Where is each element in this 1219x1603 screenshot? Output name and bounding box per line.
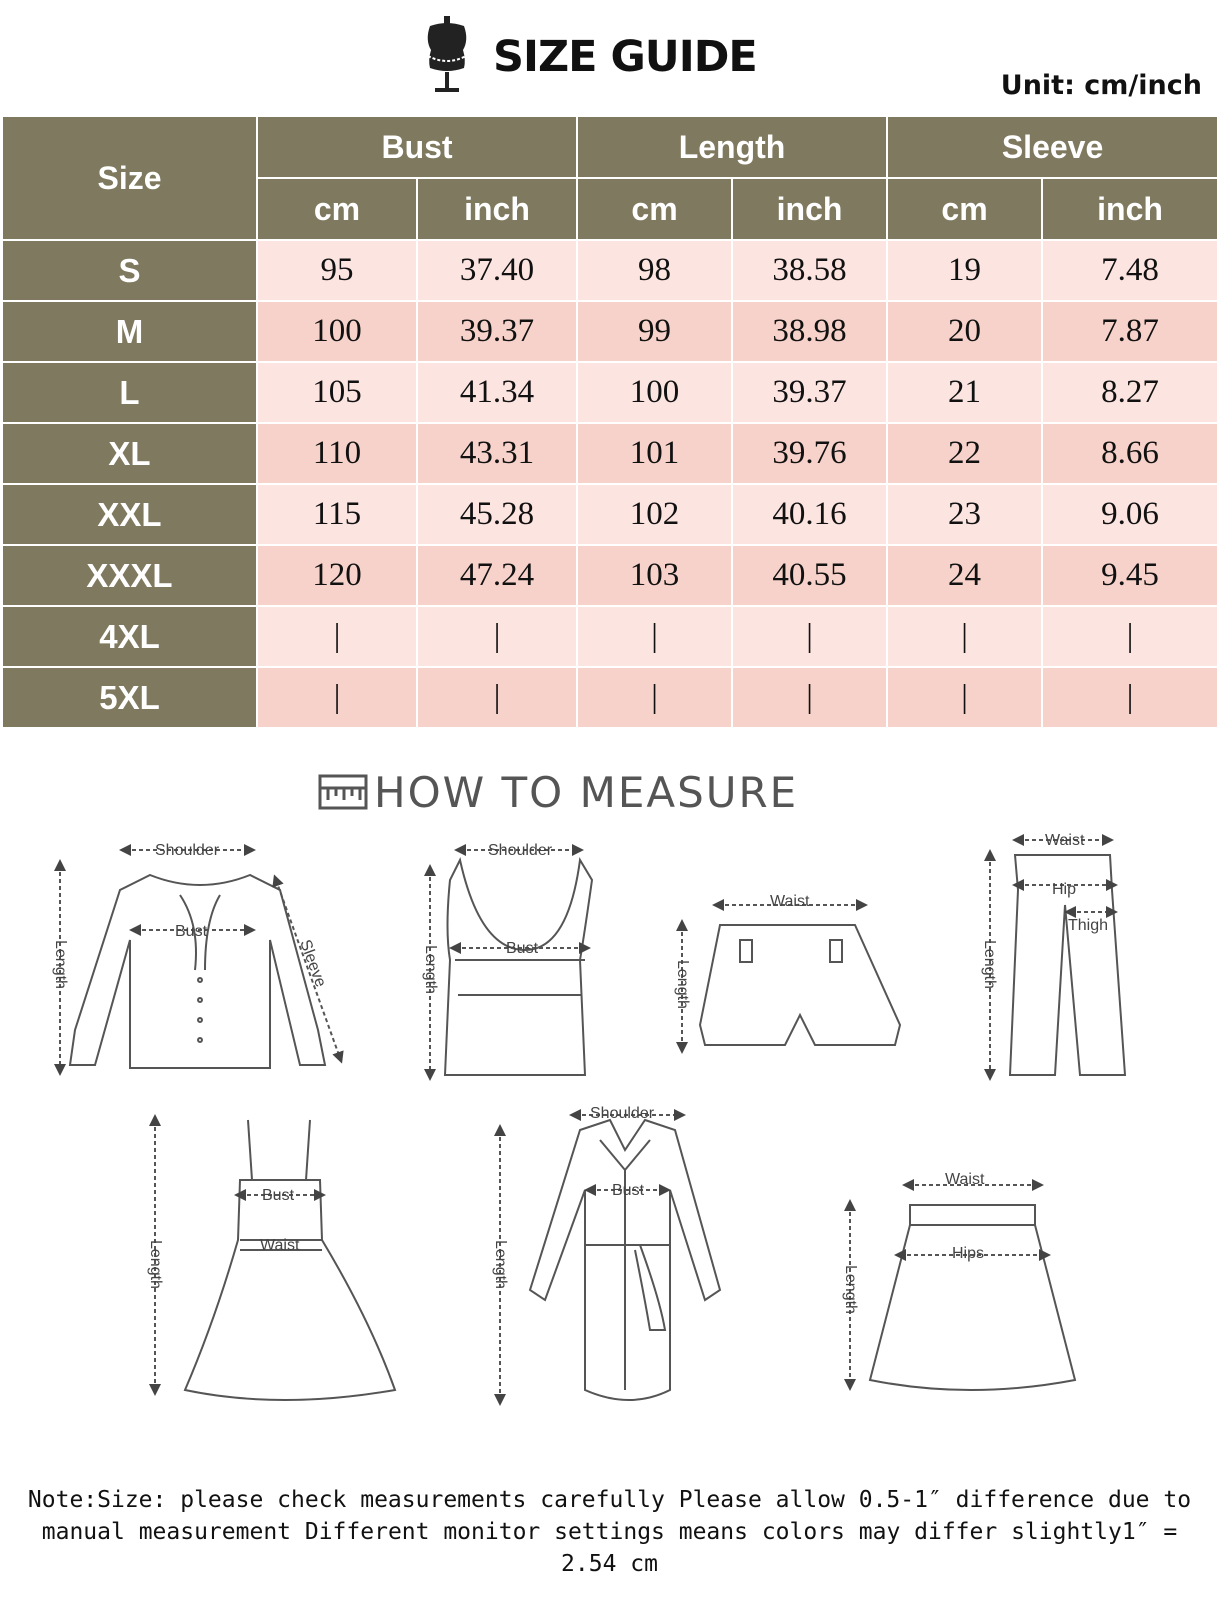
value-cell: 8.27 [1042, 362, 1218, 423]
value-cell: 9.45 [1042, 545, 1218, 606]
table-row [2, 240, 1218, 301]
value-cell: 105 [257, 362, 417, 423]
size-cell: 5XL [2, 667, 257, 728]
tank-top-diagram [430, 850, 592, 1075]
dress-diagram [155, 1120, 395, 1400]
value-cell: | [257, 606, 417, 667]
label-length: Length [492, 1240, 509, 1289]
pants-diagram [990, 840, 1125, 1075]
unit-header: cm [257, 178, 417, 240]
value-cell: 22 [887, 423, 1042, 484]
value-cell: 24 [887, 545, 1042, 606]
value-cell: 21 [887, 362, 1042, 423]
size-cell: L [2, 362, 257, 423]
table-row [2, 484, 1218, 545]
table-row [2, 667, 1218, 728]
label-shoulder: Shoulder [590, 1105, 655, 1122]
measurement-diagrams [0, 830, 1219, 1430]
value-cell: 9.06 [1042, 484, 1218, 545]
value-cell: 43.31 [417, 423, 577, 484]
note-text: Note:Size: please check measurements carefully Please allow 0.5-1″ difference due to manual measurement Different monitor settings means colors may differ slightly1″ = 2.54 cm [27, 1487, 1192, 1577]
value-cell: 19 [887, 240, 1042, 301]
value-cell: | [577, 606, 732, 667]
value-cell: 100 [577, 362, 732, 423]
value-cell: | [257, 667, 417, 728]
value-cell: 99 [577, 301, 732, 362]
value-cell: 95 [257, 240, 417, 301]
value-cell: | [417, 606, 577, 667]
value-cell: | [1042, 667, 1218, 728]
sleeve-group-header: Sleeve [887, 116, 1218, 178]
value-cell: 41.34 [417, 362, 577, 423]
value-cell: 39.76 [732, 423, 887, 484]
value-cell: 98 [577, 240, 732, 301]
label-bust: Bust [175, 923, 208, 940]
value-cell: 7.48 [1042, 240, 1218, 301]
unit-header: inch [732, 178, 887, 240]
value-cell: 40.16 [732, 484, 887, 545]
measure-title: HOW TO MEASURE [374, 768, 799, 817]
shorts-diagram [682, 905, 900, 1048]
ruler-icon [318, 774, 368, 810]
value-cell: 40.55 [732, 545, 887, 606]
size-cell: XXL [2, 484, 257, 545]
label-waist: Waist [1045, 832, 1085, 849]
size-cell: M [2, 301, 257, 362]
table-row [2, 545, 1218, 606]
value-cell: 8.66 [1042, 423, 1218, 484]
value-cell: 101 [577, 423, 732, 484]
label-bust: Bust [262, 1187, 295, 1204]
table-row [2, 606, 1218, 667]
label-length: Length [147, 1240, 164, 1289]
label-waist: Waist [770, 893, 810, 910]
size-cell: S [2, 240, 257, 301]
value-cell: 115 [257, 484, 417, 545]
blouse-diagram [60, 850, 340, 1070]
header [0, 0, 1219, 112]
label-bust: Bust [612, 1182, 645, 1199]
value-cell: 38.58 [732, 240, 887, 301]
label-shoulder: Shoulder [155, 842, 220, 859]
label-length: Length [981, 940, 998, 989]
label-length: Length [422, 945, 439, 994]
value-cell: | [887, 606, 1042, 667]
unit-label: Unit: cm/inch [1000, 70, 1202, 101]
value-cell: 23 [887, 484, 1042, 545]
value-cell: | [732, 606, 887, 667]
coat-diagram [500, 1115, 720, 1400]
value-cell: 100 [257, 301, 417, 362]
label-bust: Bust [506, 940, 539, 957]
unit-header: cm [577, 178, 732, 240]
value-cell: 120 [257, 545, 417, 606]
value-cell: 45.28 [417, 484, 577, 545]
mannequin-icon [422, 16, 472, 94]
value-cell: | [732, 667, 887, 728]
garment-diagrams-svg [0, 830, 1219, 1430]
value-cell: 103 [577, 545, 732, 606]
value-cell: | [417, 667, 577, 728]
size-cell: XXXL [2, 545, 257, 606]
value-cell: 47.24 [417, 545, 577, 606]
value-cell: 20 [887, 301, 1042, 362]
value-cell: | [1042, 606, 1218, 667]
page-title: SIZE GUIDE [493, 32, 757, 82]
label-length: Length [674, 960, 691, 1009]
value-cell: | [577, 667, 732, 728]
value-cell: 38.98 [732, 301, 887, 362]
unit-header: cm [887, 178, 1042, 240]
value-cell: 39.37 [417, 301, 577, 362]
table-row [2, 423, 1218, 484]
bust-group-header: Bust [257, 116, 577, 178]
table-row [2, 301, 1218, 362]
value-cell: 39.37 [732, 362, 887, 423]
label-hip: Hip [1052, 881, 1077, 898]
unit-header: inch [1042, 178, 1218, 240]
skirt-diagram [850, 1185, 1075, 1390]
size-table [1, 115, 1219, 729]
label-length: Length [842, 1265, 859, 1314]
table-row [2, 362, 1218, 423]
label-length: Length [52, 940, 69, 989]
size-column-header: Size [2, 116, 257, 240]
value-cell: 110 [257, 423, 417, 484]
size-cell: XL [2, 423, 257, 484]
label-sleeve: Sleeve [296, 937, 329, 990]
label-waist: Waist [260, 1237, 300, 1254]
label-hips: Hips [952, 1245, 985, 1262]
label-shoulder: Shoulder [488, 842, 553, 859]
value-cell: 102 [577, 484, 732, 545]
label-waist: Waist [945, 1171, 985, 1188]
label-thigh: Thigh [1068, 917, 1109, 934]
length-group-header: Length [577, 116, 887, 178]
value-cell: 37.40 [417, 240, 577, 301]
value-cell: | [887, 667, 1042, 728]
unit-header: inch [417, 178, 577, 240]
value-cell: 7.87 [1042, 301, 1218, 362]
size-cell: 4XL [2, 606, 257, 667]
